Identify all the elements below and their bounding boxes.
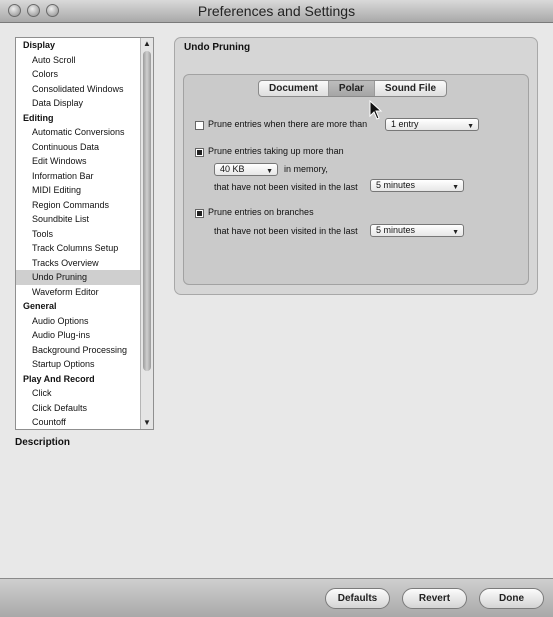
category-item-soundbite-list[interactable]: Soundbite List — [32, 214, 90, 224]
branches-time-popup[interactable] — [370, 224, 464, 237]
prune-memory-label: Prune entries taking up more than — [208, 146, 344, 156]
undo-pruning-panel — [174, 37, 538, 295]
prune-branches-checkbox[interactable] — [195, 209, 204, 218]
category-item-countoff[interactable]: Countoff — [32, 417, 66, 427]
category-item-track-columns-setup[interactable]: Track Columns Setup — [32, 243, 119, 253]
category-item-automatic-conversions[interactable]: Automatic Conversions — [32, 127, 125, 137]
category-header: Editing — [23, 112, 54, 123]
description-label: Description — [15, 437, 71, 448]
footer-bar — [0, 578, 553, 617]
category-item-startup-options[interactable]: Startup Options — [32, 359, 95, 369]
defaults-button[interactable]: Defaults — [325, 588, 390, 609]
category-item-colors[interactable]: Colors — [32, 69, 59, 79]
category-item-midi-editing[interactable]: MIDI Editing — [32, 185, 82, 195]
category-item-audio-plug-ins[interactable]: Audio Plug-ins — [32, 330, 91, 340]
mouse-pointer-icon — [369, 100, 383, 120]
memory-suffix-label: in memory, — [284, 164, 328, 174]
branches-time-value: 5 minutes — [376, 225, 416, 235]
tab-sound-file[interactable]: Sound File — [384, 83, 437, 94]
prune-count-value: 1 entry — [391, 119, 419, 129]
prune-count-checkbox[interactable] — [195, 121, 204, 130]
scroll-thumb[interactable] — [143, 51, 151, 371]
memory-size-popup[interactable] — [214, 163, 278, 176]
window-title: Preferences and Settings — [197, 3, 356, 19]
prune-count-label: Prune entries when there are more than — [208, 119, 368, 129]
category-item-region-commands[interactable]: Region Commands — [32, 199, 110, 210]
category-item-consolidated-windows[interactable]: Consolidated Windows — [32, 83, 124, 94]
category-item-edit-windows[interactable]: Edit Windows — [32, 156, 87, 166]
category-item-data-display[interactable]: Data Display — [32, 98, 84, 108]
scroll-down-arrow-icon[interactable]: ▼ — [143, 418, 151, 427]
memory-time-popup[interactable] — [370, 179, 464, 192]
tab-polar[interactable]: Polar — [329, 81, 375, 96]
revert-button[interactable]: Revert — [402, 588, 467, 609]
category-item-click[interactable]: Click — [32, 388, 52, 398]
category-item-background-processing[interactable]: Background Processing — [32, 344, 128, 355]
prune-count-popup[interactable] — [385, 118, 479, 131]
branches-visited-label: that have not been visited in the last — [214, 226, 358, 236]
category-item-waveform-editor[interactable]: Waveform Editor — [32, 286, 99, 297]
memory-size-value: 40 KB — [220, 164, 245, 174]
category-item-information-bar[interactable]: Information Bar — [32, 170, 94, 181]
tab-bar — [258, 80, 447, 97]
category-header: Play And Record — [23, 373, 95, 384]
prune-branches-label: Prune entries on branches — [208, 207, 314, 217]
memory-time-value: 5 minutes — [376, 180, 416, 190]
tab-document[interactable]: Document — [259, 81, 329, 96]
title-bar — [0, 0, 553, 23]
category-header: Display — [23, 40, 56, 50]
category-item-continuous-data[interactable]: Continuous Data — [32, 141, 100, 152]
done-button[interactable]: Done — [479, 588, 544, 609]
chevron-down-icon: ▼ — [266, 168, 273, 175]
panel-title: Undo Pruning — [184, 42, 251, 53]
category-item-auto-scroll[interactable]: Auto Scroll — [32, 54, 76, 65]
category-header: General — [23, 301, 57, 311]
category-item-tracks-overview[interactable]: Tracks Overview — [32, 257, 99, 268]
preferences-category-list[interactable] — [15, 37, 154, 430]
chevron-down-icon: ▼ — [467, 123, 474, 130]
options-group-box — [183, 74, 529, 285]
window-content — [0, 23, 553, 578]
chevron-down-icon: ▼ — [452, 184, 459, 191]
category-item-click-defaults[interactable]: Click Defaults — [32, 402, 88, 413]
category-item-undo-pruning[interactable]: Undo Pruning — [16, 270, 153, 285]
category-rows — [16, 38, 153, 430]
category-item-tools[interactable]: Tools — [32, 228, 54, 239]
chevron-down-icon: ▼ — [452, 229, 459, 236]
category-list-scrollbar[interactable] — [140, 38, 153, 429]
scroll-up-arrow-icon[interactable]: ▲ — [143, 39, 151, 48]
memory-visited-label: that have not been visited in the last — [214, 182, 358, 192]
prune-memory-checkbox[interactable] — [195, 148, 204, 157]
category-item-audio-options[interactable]: Audio Options — [32, 315, 89, 326]
